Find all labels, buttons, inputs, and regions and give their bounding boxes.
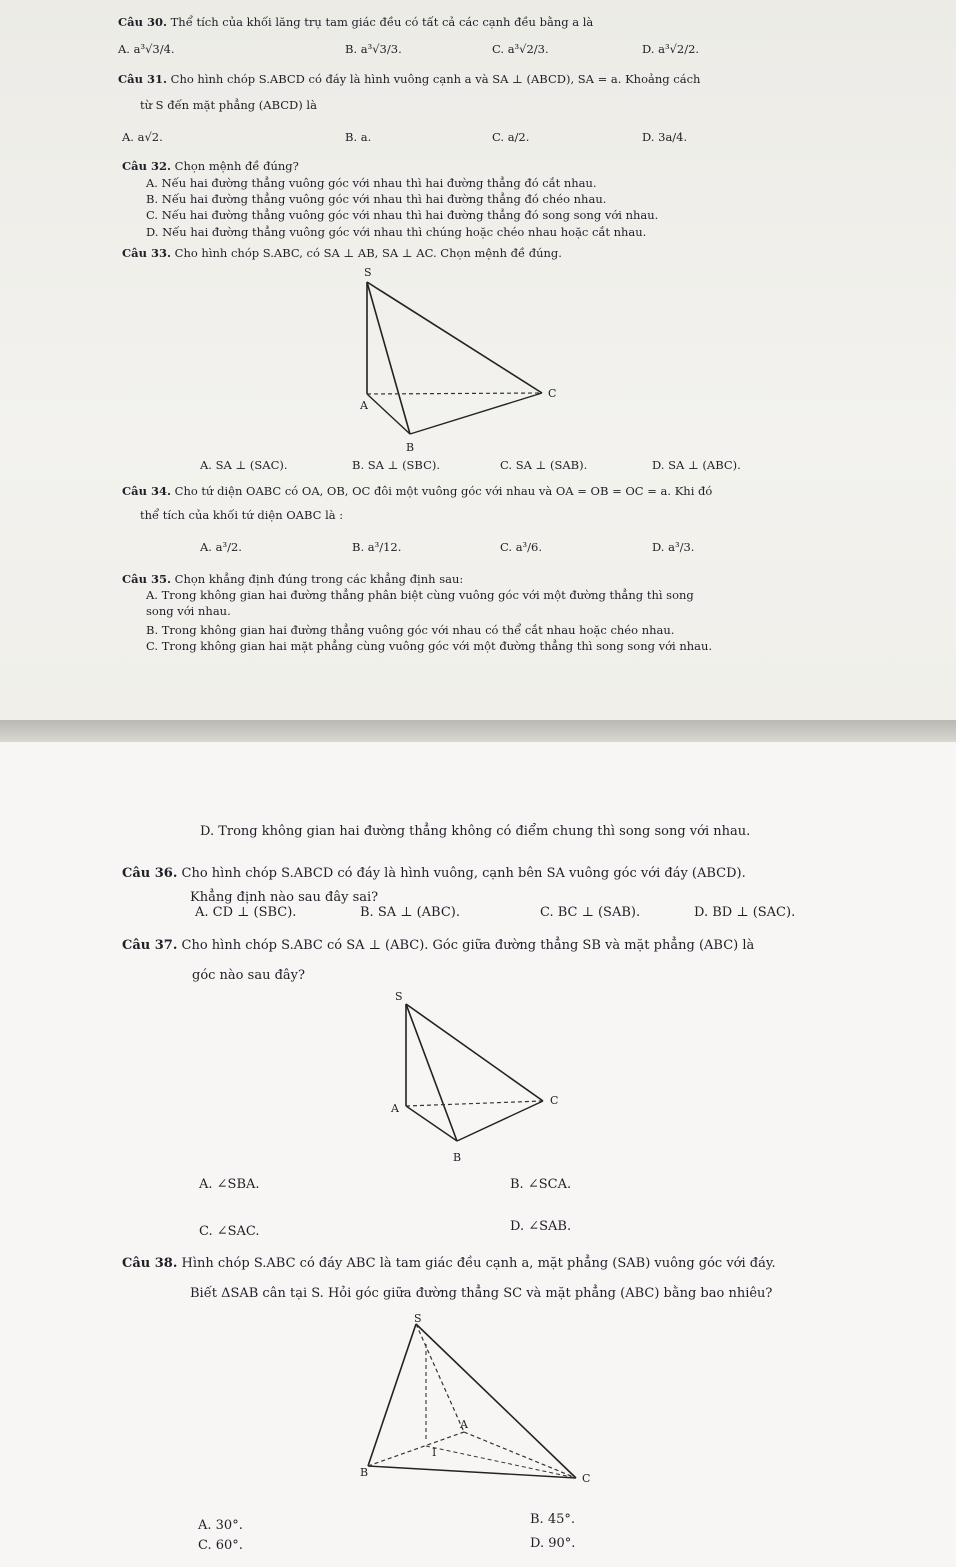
- q32-option-b: B. Nếu hai đường thẳng vuông góc với nhau thì hai đường thẳng đó chéo nhau.: [146, 192, 607, 206]
- edge-sc: [416, 1324, 576, 1478]
- edge-bc: [368, 1466, 576, 1478]
- question-32-label: Câu 32.: [122, 159, 171, 173]
- question-36-label: Câu 36.: [122, 866, 178, 881]
- vertex-label-c: C: [548, 387, 557, 400]
- page-divider: [0, 720, 956, 742]
- q38-option-d: D. 90°.: [530, 1536, 576, 1551]
- q36-option-d: D. BD ⊥ (SAC).: [694, 905, 796, 920]
- q37-option-c: C. ∠SAC.: [199, 1224, 260, 1239]
- question-30-text: Thể tích của khối lăng trụ tam giác đều có tất cả các cạnh đều bằng a là: [170, 15, 594, 29]
- question-32: [122, 159, 299, 173]
- q36-option-c: C. BC ⊥ (SAB).: [540, 905, 641, 920]
- edge-ab: [406, 1106, 457, 1141]
- vertex-label-c: C: [550, 1094, 559, 1107]
- edge-sa-hidden: [416, 1324, 464, 1432]
- q32-option-d: D. Nếu hai đường thẳng vuông góc với nhau thì chúng hoặc chéo nhau hoặc cắt nhau.: [146, 225, 647, 239]
- q32-option-c: C. Nếu hai đường thẳng vuông góc với nhau thì hai đường thẳng đó song song với nhau.: [146, 208, 659, 222]
- vertex-label-a: A: [460, 1418, 468, 1431]
- q32-option-a: A. Nếu hai đường thẳng vuông góc với nhau thì hai đường thẳng đó cắt nhau.: [146, 176, 597, 190]
- vertex-label-b: B: [360, 1466, 369, 1479]
- question-31: [118, 72, 700, 86]
- question-31-text-line2: từ S đến mặt phẳng (ABCD) là: [140, 98, 317, 112]
- q35-option-c: C. Trong không gian hai mặt phẳng cùng vuông góc với một đường thẳng thì song song với nhau.: [146, 639, 713, 653]
- q33-option-b: B. SA ⊥ (SBC).: [352, 458, 441, 472]
- vertex-label-b: B: [453, 1151, 462, 1164]
- edge-sb: [368, 1324, 416, 1466]
- question-38-text-line2: Biết ΔSAB cân tại S. Hỏi góc giữa đường thẳng SC và mặt phẳng (ABC) bằng bao nhiêu?: [190, 1286, 773, 1301]
- question-33-label: Câu 33.: [122, 246, 171, 260]
- vertex-label-s: S: [364, 266, 372, 279]
- vertex-label-b: B: [406, 441, 415, 454]
- q38-option-b: B. 45°.: [530, 1512, 575, 1527]
- q35-option-a: A. Trong không gian hai đường thẳng phân biệt cùng vuông góc với một đường thẳng thì song: [146, 588, 694, 602]
- question-37-text-line2: góc nào sau đây?: [192, 968, 305, 983]
- question-36: [122, 866, 746, 881]
- edge-bc: [410, 393, 542, 434]
- q31-option-d: D. 3a/4.: [642, 130, 688, 144]
- vertex-label-a: A: [360, 399, 368, 412]
- q37-option-a: A. ∠SBA.: [199, 1177, 260, 1192]
- edge-ac-hidden: [464, 1432, 576, 1478]
- question-38-label: Câu 38.: [122, 1256, 178, 1271]
- question-35-text: Chọn khẳng định đúng trong các khẳng định sau:: [174, 572, 464, 586]
- question-31-text: Cho hình chóp S.ABCD có đáy là hình vuông cạnh a và SA ⊥ (ABCD), SA = a. Khoảng cách: [170, 72, 701, 86]
- question-32-text: Chọn mệnh đề đúng?: [174, 159, 299, 173]
- q36-option-b: B. SA ⊥ (ABC).: [360, 905, 461, 920]
- point-label-i: I: [432, 1446, 437, 1459]
- question-36-text: Cho hình chóp S.ABCD có đáy là hình vuông, cạnh bên SA vuông góc với đáy (ABCD).: [181, 866, 746, 881]
- question-30: [118, 15, 593, 29]
- question-37-text: Cho hình chóp S.ABC có SA ⊥ (ABC). Góc giữa đường thẳng SB và mặt phẳng (ABC) là: [181, 938, 755, 953]
- q33-option-c: C. SA ⊥ (SAB).: [500, 458, 588, 472]
- question-37: [122, 938, 754, 953]
- question-38-text: Hình chóp S.ABC có đáy ABC là tam giác đều cạnh a, mặt phẳng (SAB) vuông góc với đáy.: [181, 1256, 776, 1271]
- question-34-label: Câu 34.: [122, 484, 171, 498]
- vertex-label-s: S: [395, 990, 403, 1003]
- question-34-text: Cho tứ diện OABC có OA, OB, OC đôi một vuông góc với nhau và OA = OB = OC = a. Khi đó: [174, 484, 713, 498]
- edge-bc: [457, 1101, 543, 1141]
- q38-option-c: C. 60°.: [198, 1538, 243, 1553]
- q37-pyramid-figure: [370, 988, 580, 1168]
- q30-option-b: B. a³√3/3.: [345, 42, 402, 56]
- question-31-label: Câu 31.: [118, 72, 167, 86]
- question-34: [122, 484, 712, 498]
- vertex-label-s: S: [414, 1314, 422, 1325]
- q34-option-a: A. a³/2.: [200, 540, 242, 554]
- edge-ab-hidden: [368, 1432, 464, 1466]
- question-35-label: Câu 35.: [122, 572, 171, 586]
- question-33-text: Cho hình chóp S.ABC, có SA ⊥ AB, SA ⊥ AC. Chọn mệnh đề đúng.: [174, 246, 562, 260]
- q35-option-a-cont: song với nhau.: [146, 604, 231, 618]
- question-33: [122, 246, 562, 260]
- q38-pyramid-figure: [360, 1314, 600, 1514]
- question-36-text-line2: Khẳng định nào sau đây sai?: [190, 890, 379, 905]
- q30-option-d: D. a³√2/2.: [642, 42, 700, 56]
- q33-option-a: A. SA ⊥ (SAC).: [200, 458, 288, 472]
- question-38: [122, 1256, 776, 1271]
- q37-option-d: D. ∠SAB.: [510, 1219, 572, 1234]
- q35-option-b: B. Trong không gian hai đường thẳng vuông góc với nhau có thể cắt nhau hoặc chéo nhau.: [146, 623, 675, 637]
- vertex-label-a: A: [391, 1102, 399, 1115]
- question-35: [122, 572, 463, 586]
- q34-option-c: C. a³/6.: [500, 540, 543, 554]
- q30-option-c: C. a³√2/3.: [492, 42, 549, 56]
- q30-option-a: A. a³√3/4.: [118, 42, 175, 56]
- vertex-label-c: C: [582, 1472, 591, 1485]
- q31-option-a: A. a√2.: [122, 130, 163, 144]
- bottom-worksheet-photo: [0, 742, 956, 1567]
- edge-ac-hidden: [406, 1101, 543, 1106]
- q37-option-b: B. ∠SCA.: [510, 1177, 572, 1192]
- edge-sb: [406, 1004, 457, 1141]
- q31-option-b: B. a.: [345, 130, 372, 144]
- q33-pyramid-figure: [330, 262, 580, 458]
- question-30-label: Câu 30.: [118, 15, 167, 29]
- q36-option-a: A. CD ⊥ (SBC).: [195, 905, 297, 920]
- q31-option-c: C. a/2.: [492, 130, 530, 144]
- question-37-label: Câu 37.: [122, 938, 178, 953]
- q33-option-d: D. SA ⊥ (ABC).: [652, 458, 741, 472]
- q34-option-d: D. a³/3.: [652, 540, 695, 554]
- q34-option-b: B. a³/12.: [352, 540, 402, 554]
- question-34-text-line2: thể tích của khối tứ diện OABC là :: [140, 508, 344, 522]
- top-worksheet-photo: [0, 0, 956, 720]
- q35-option-d: D. Trong không gian hai đường thẳng không có điểm chung thì song song với nhau.: [200, 824, 751, 839]
- q38-option-a: A. 30°.: [198, 1518, 243, 1533]
- edge-ac-hidden: [367, 393, 542, 394]
- edge-sc: [406, 1004, 543, 1101]
